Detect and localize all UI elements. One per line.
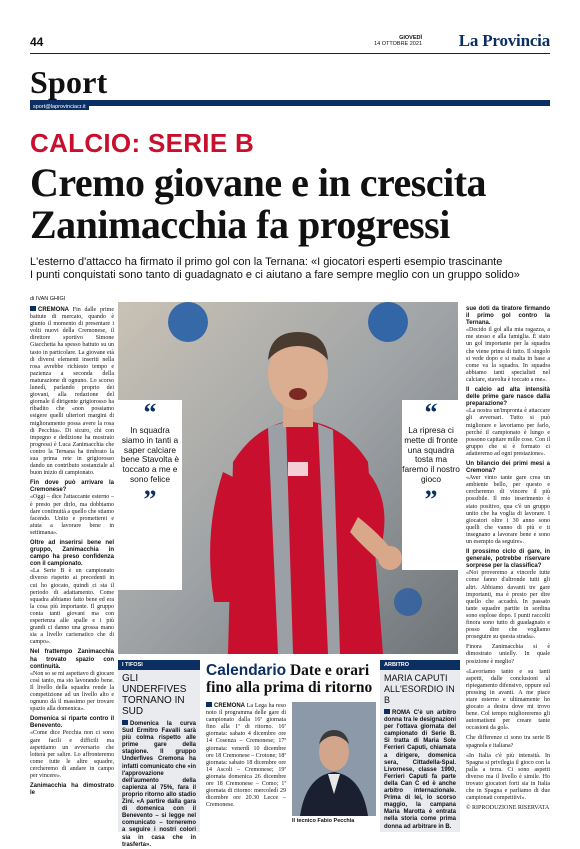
title-line-2: Zanimacchia fa progressi <box>30 202 450 247</box>
section-email: sport@laprovinciacr.it <box>30 104 89 110</box>
calendario-title-line-2: fino alla prima di ritorno <box>206 679 373 696</box>
quote-close-icon: ” <box>143 484 157 514</box>
pull-quote-right <box>402 400 460 570</box>
tifosi-box <box>118 660 200 848</box>
bullet-square-icon <box>206 702 212 707</box>
paragraph: «In Italia c'è più intensità. In Spagna si privilegia il gioco con la palla a terra. Ci sono aspetti diverso ma il livello è simile. Ho trovato giocatori forti sia in Italia che in Spagna e parliamo di due campionati competitivi». <box>466 752 550 802</box>
quote-open-icon: “ <box>143 398 157 427</box>
quote-close-icon: ” <box>424 484 438 514</box>
paragraph: Oltre ad inserirsi bene nel gruppo, Zanimacchia in campo ha preso confidenza con il campionato. «La Serie B è un campionato diverso rispetto ai precedenti in cui ho giocato, quindi ci sta il periodo di adattamento. Come squadra abbiamo fatto bene ed era la cosa più importante. Il gruppo conta tanti giovani ma con esperienza alle spalle e i più grandi ci danno una grossa mano sia a livello carismatico che di campo». <box>30 540 114 646</box>
tifosi-label: I TIFOSI <box>118 660 200 670</box>
bullet-square-icon <box>122 720 128 725</box>
article-column-3 <box>466 306 550 832</box>
pull-quote-left <box>118 400 182 590</box>
calendario-title-rest: Date e orari <box>286 662 370 679</box>
tifosi-title: GLI UNDERFIVES TORNANO IN SUD <box>122 673 187 717</box>
calendario-article <box>206 662 376 832</box>
calendario-title <box>206 662 376 696</box>
coach-caption: Il tecnico Fabio Pecchia <box>292 818 355 824</box>
paragraph: Fin dove può arrivare la Cremonese? «Oggi – dice l'attaccante esterno – è presto per dirlo, ma dobbiamo dare continuità a quello che stiamo facendo. Unito e prometterei e aiuta a lavorare bene in settimana». <box>30 480 114 536</box>
paragraph: Nel frattempo Zanimacchia ha trovato spazio con continuità. «Non so se mi aspettavo di giocare così tanto, ma sto lavorando bene. Il livello della squadra rende la competizione ad un livello alto e ognuno dà il massimo per trovare spazio alla domenica». <box>30 649 114 713</box>
arbitro-body: ROMA C'è un arbitro donna tra le designazioni per l'ottava giornata del campionato di Serie B. Si tratta di Maria Sole Ferrieri Caputi, chiamata a dirigere, domenica sera, Cittadella-Spal. Livornese, classe 1990, Ferrieri Caputi fa parte della Can C ed è anche arbitro internazionale. Prima di lei, lo scorso maggio, la campana Maria Marotta è entrata nella storia come prima donna ad arbitrare in B. <box>384 710 457 830</box>
byline: di IVAN GHIGI <box>30 296 66 302</box>
date: 14 OTTOBRE 2021 <box>374 41 422 47</box>
paragraph: Domenica si riparte contro il Benevento. «Come dice Pecchia non ci sono gare facili e difficili ma aspettiamo un avversario che lotterà per salire. Lo affronteremo come tutte le altre squadre, cercheremo di andare in campo per vincere». <box>30 716 114 779</box>
page-number: 44 <box>30 35 44 49</box>
pull-quote-left-text: In squadra siamo in tanti a saper calciare bene Stavolta è toccato a me e sono felice <box>120 425 180 484</box>
header-rule <box>30 53 550 54</box>
page-header <box>30 30 550 54</box>
section-rule <box>30 100 550 106</box>
newspaper-masthead: La Provincia <box>458 31 550 50</box>
calendario-body: CREMONA La Lega ha reso noto il programma delle gare di campionato dalla 16ª giornata fino alla 1ª di ritorno. 16ª giornata: sabato 4 dicembre ore 14 Cosenza – Cremonese; 17ª giornata: venerdì 10 dicembre ore 18 Cremonese – Crotone; 18ª giornata: sabato 18 dicembre ore 14 Ascoli – Cremonese; 19ª giornata domenica 26 dicembre ore 18 Cremonese – Como; 1ª giornata di ritorno: mercoledì 29 dicembre ore 20.30 Lecce – Cremonese. <box>206 703 286 809</box>
paragraph: Finora Zanimacchia si è dimostrato unielly. In quale posizione è meglio? <box>466 644 550 665</box>
arbitro-box <box>380 660 460 832</box>
bullet-square-icon <box>384 709 390 714</box>
bullet-square-icon <box>30 306 36 311</box>
date-block <box>374 35 422 47</box>
article-column-1 <box>30 306 114 832</box>
day: GIOVEDÌ <box>399 35 422 41</box>
paragraph: sue doti da tiratore firmando il primo gol contro la Ternana. «Decido il gol alla mia ragazza, a me stesso e alla famiglia. È stato un gol importante per la squadra che viene prima di tutto. Il singolo si vede dopo e si esalta in base a come va la squadra. In squadra abbiamo tanti specialisti nel calciare, stavolta è toccato a me». <box>466 306 550 383</box>
paragraph: © RIPRODUZIONE RISERVATA <box>466 805 550 812</box>
paragraph: Il prossimo ciclo di gare, in generale, potrebbe riservare sorprese per la classifica? «Noi proveremo a vincerle tutte come fanno d'altronde tutti gli altri. Abbiamo davanti tre gare importanti, ma è presto per dire quello che accadrà. In passato tante squadre partite in sordina sono esplose dopo. I punti raccolti finora sono tutto di guadagnato e posso dire che vogliamo proseguire su questa strada». <box>466 549 550 641</box>
paragraph: Il calcio ad alta intensità delle prime gare nasce dalla preparazione? «La nostra un'impronta è attaccare gli avversari. Tutto si può migliorare e lavoriamo per farlo, perché il campionato è lungo e possono capitare mille cose. Con il gruppo che si è formato ci adatteremo ad ogni prestazione». <box>466 387 550 457</box>
paragraph: Che differenze ci sono tra serie B spagnola e italiana? <box>466 735 550 749</box>
subtitle-line-1: L'esterno d'attacco ha firmato il primo gol con la Ternana: «I giocatori esperti esempio trascinante <box>30 256 503 268</box>
quote-open-icon: “ <box>424 398 438 427</box>
paragraph: CREMONA Fin dalle prime battute di mercato, quando è giunto il momento di presentare i volti nuovi della Cremonese, il direttore sportivo Simone Giacchetta ha spesso battuto su un tasto in particolare. La giovane età di diversi elementi inseriti nella rosa avrebbe richiesto tempo e pazienza a seconda della maturazione di ognuno. Lo scorso lunedì, parlando proprio dei giovani, alla redazione del giornale il dirigente grigiorosso ha ribadito che «non possiamo esigere quelli ulteriori margini di miglioramento possa avere la rosa di Pecchia». Di sicuro, chi con impegno e dedizione ha mostrato progressi è Luca Zanimacchia che contro la Ternana ha timbrato la sua prima rete in grigiorosso dando un contributo sostanziale al buon inizio di campionato. <box>30 307 114 477</box>
title-line-1: Cremo giovane e in crescita <box>30 160 487 205</box>
article-title <box>30 162 550 246</box>
coach-photo <box>292 702 376 816</box>
paragraph: Zanimacchia ha dimostrato le <box>30 783 114 797</box>
article-kicker: CALCIO: SERIE B <box>30 128 255 158</box>
tifosi-body: Domenica la curva Sud Ermitro Favalli sarà più colma rispetto alle prime gare della stagione. Il gruppo Underfives Cremona ha infatti comunicato che «in l'approvazione dell'aumento della capienza al 75%, fara il proprio ritorno allo stadio Zini. «A partire dalla gara di domenica con il Benevento – si legge nel comunicato – torneremo a seguire i nostri colori sia in casa che in trasferta». <box>122 721 197 848</box>
article-subtitle <box>30 256 555 282</box>
paragraph: Un bilancio dei primi mesi a Cremona? «Aver vinto tante gare crea un ambiente bello, per questo e cercheremo di vincere il più possibile. Il mio inserimento è stato positivo, qua c'è un gruppo unito che ha voglia di lavorare. I giocatori oltre i 30 anno sono quelli che vanno di più e ti insegnano a lavorare bene e sono un esempio da seguire». <box>466 460 550 545</box>
coach-image <box>292 702 376 816</box>
paragraph: «Lavoriamo tanto e su tanti aspetti, dalle conclusioni al ripiegamento difensivo, oppure sul pressing in avanti. A me piace stare esterno e ultimamente ho giocato a destra dove mi trovo bene. Col tempo miglioreremo gli automatismi per creare tante occasioni da gol». <box>466 668 550 732</box>
subtitle-line-2: I punti conquistati sono tanto di guadagnato e ci aiutano a fare sempre meglio con un gruppo solido» <box>30 269 520 281</box>
pull-quote-right-text: La ripresa ci mette di fronte una squadra tosta ma faremo il nostro gioco <box>402 425 460 484</box>
arbitro-title: MARIA CAPUTI ALL'ESORDIO IN B <box>384 673 455 705</box>
section-title: Sport <box>30 64 108 100</box>
calendario-title-accent: Calendario <box>206 662 287 679</box>
arbitro-label: ARBITRO <box>380 660 460 670</box>
